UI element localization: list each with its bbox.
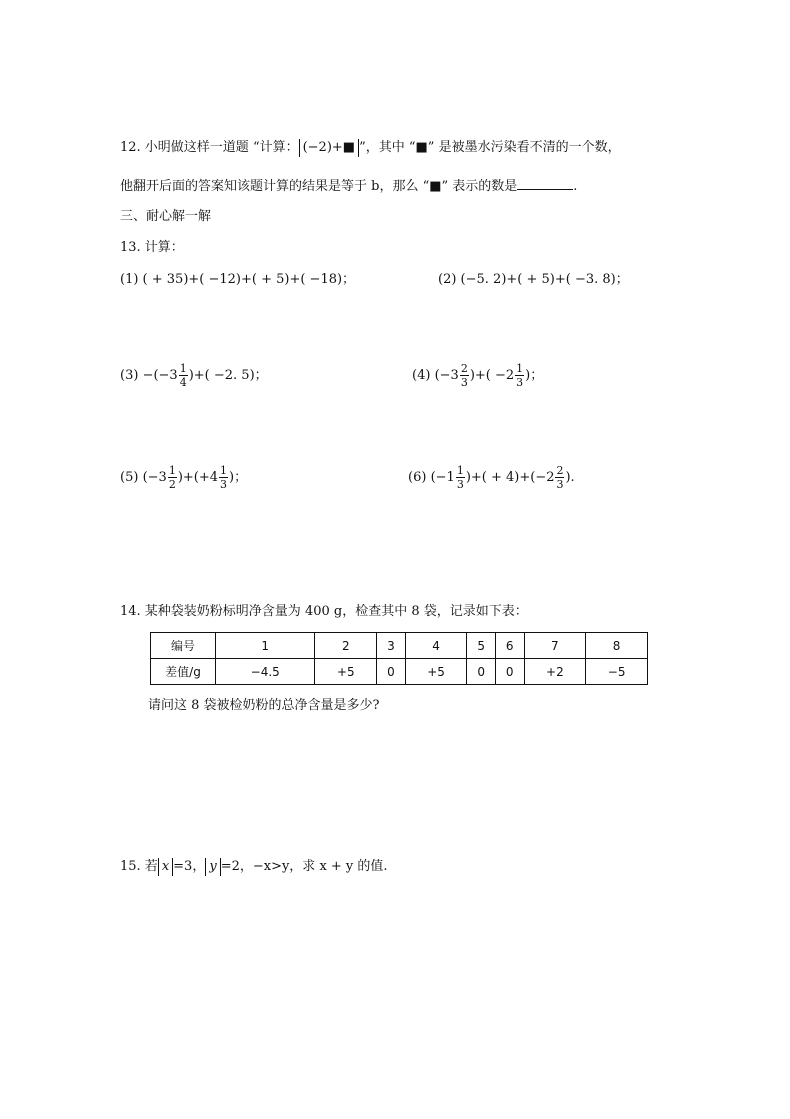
q15-abs-x: x (158, 858, 173, 876)
q13-part5-fraction1 (168, 464, 177, 491)
table-cell: −5 (586, 659, 648, 685)
q12-suffix: ”，其中 “■” 是被墨水污染看不清的一个数， (359, 140, 621, 155)
table-cell: 2 (315, 633, 377, 659)
numerator: 2 (460, 362, 468, 375)
denominator: 3 (220, 478, 228, 491)
numerator: 1 (456, 464, 464, 477)
q12-line2 (120, 175, 577, 197)
table-cell: +5 (405, 659, 467, 685)
q13-part5-a: (−3 (142, 470, 167, 485)
table-cell: 5 (467, 633, 496, 659)
table-cell: 7 (524, 633, 586, 659)
q12-line1 (120, 138, 621, 158)
q13-part4-fraction2 (515, 362, 524, 389)
q13-part6-label: (6) (408, 470, 427, 485)
q13-part4-fraction1 (460, 362, 469, 389)
q13-part6-fraction1 (456, 464, 465, 491)
q15-mid1: =3， (173, 859, 206, 874)
q13-part3-label: (3) (120, 368, 139, 383)
q13-part5-c: )； (229, 470, 248, 485)
table-cell: 0 (495, 659, 524, 685)
q13-part6-fraction2 (555, 464, 564, 491)
table-cell: 8 (586, 633, 648, 659)
table-cell: 3 (377, 633, 406, 659)
table-cell: +2 (524, 659, 586, 685)
q13-part6 (408, 464, 575, 491)
q13-title: 13. 计算： (120, 240, 184, 255)
q13-part3-b: )+( −2. 5)； (188, 368, 268, 383)
q15-mid2: =2，−x>y，求 x + y 的值. (220, 859, 388, 874)
q12-absolute-expression: (−2)+■ (299, 139, 359, 157)
denominator: 3 (516, 376, 524, 389)
q13-part5 (120, 464, 247, 491)
table-row-ids (151, 633, 648, 659)
q13-part4-b: )+( −2 (469, 368, 515, 383)
q13-part4 (412, 362, 543, 389)
table-cell: 0 (467, 659, 496, 685)
q13-part3-fraction (179, 362, 188, 389)
q13-part6-b: )+( + 4)+(−2 (465, 470, 555, 485)
q13-part2: (2) (−5. 2)+( + 5)+( −3. 8)； (438, 272, 629, 287)
q15-prefix: 15. 若 (120, 859, 158, 874)
denominator: 3 (556, 478, 564, 491)
q13-part6-c: ). (565, 470, 575, 485)
q15-abs-y: y (205, 858, 220, 876)
table-header-diff: 差值/g (151, 659, 216, 685)
q13-part3 (120, 362, 268, 389)
q14-question: 请问这 8 袋被检奶粉的总净含量是多少? (148, 698, 380, 713)
q12-answer-blank[interactable] (517, 175, 573, 190)
q13-part5-fraction2 (219, 464, 228, 491)
q13-part4-a: (−3 (434, 368, 459, 383)
numerator: 1 (168, 464, 176, 477)
q13-part4-c: )； (525, 368, 544, 383)
table-cell: +5 (315, 659, 377, 685)
milk-powder-table (150, 632, 648, 685)
q13-part6-a: (−1 (430, 470, 455, 485)
table-cell: 6 (495, 633, 524, 659)
q14-title: 14. 某种袋装奶粉标明净含量为 400 g，检查其中 8 袋，记录如下表： (120, 604, 528, 619)
table-cell: 1 (216, 633, 315, 659)
numerator: 1 (179, 362, 187, 375)
q12-line2-text: 他翻开后面的答案知该题计算的结果是等于 b，那么 “■” 表示的数是 (120, 179, 518, 194)
denominator: 2 (168, 478, 176, 491)
q12-line2-end: . (573, 179, 578, 194)
denominator: 3 (460, 376, 468, 389)
table-row-diffs (151, 659, 648, 685)
numerator: 1 (516, 362, 524, 375)
table-cell: 4 (405, 633, 467, 659)
denominator: 3 (456, 478, 464, 491)
q13-part5-label: (5) (120, 470, 139, 485)
q13-part5-b: )+(+4 (177, 470, 219, 485)
q15-line (120, 857, 388, 877)
q13-part3-a: −(−3 (142, 368, 178, 383)
denominator: 4 (179, 376, 187, 389)
table-cell: −4.5 (216, 659, 315, 685)
q13-part4-label: (4) (412, 368, 431, 383)
numerator: 2 (556, 464, 564, 477)
q12-prefix: 12. 小明做这样一道题 “计算： (120, 140, 299, 155)
table-cell: 0 (377, 659, 406, 685)
numerator: 1 (220, 464, 228, 477)
section3-title: 三、耐心解一解 (120, 209, 212, 224)
q13-part1: (1) ( + 35)+( −12)+( + 5)+( −18)； (120, 272, 356, 287)
table-header-id: 编号 (151, 633, 216, 659)
